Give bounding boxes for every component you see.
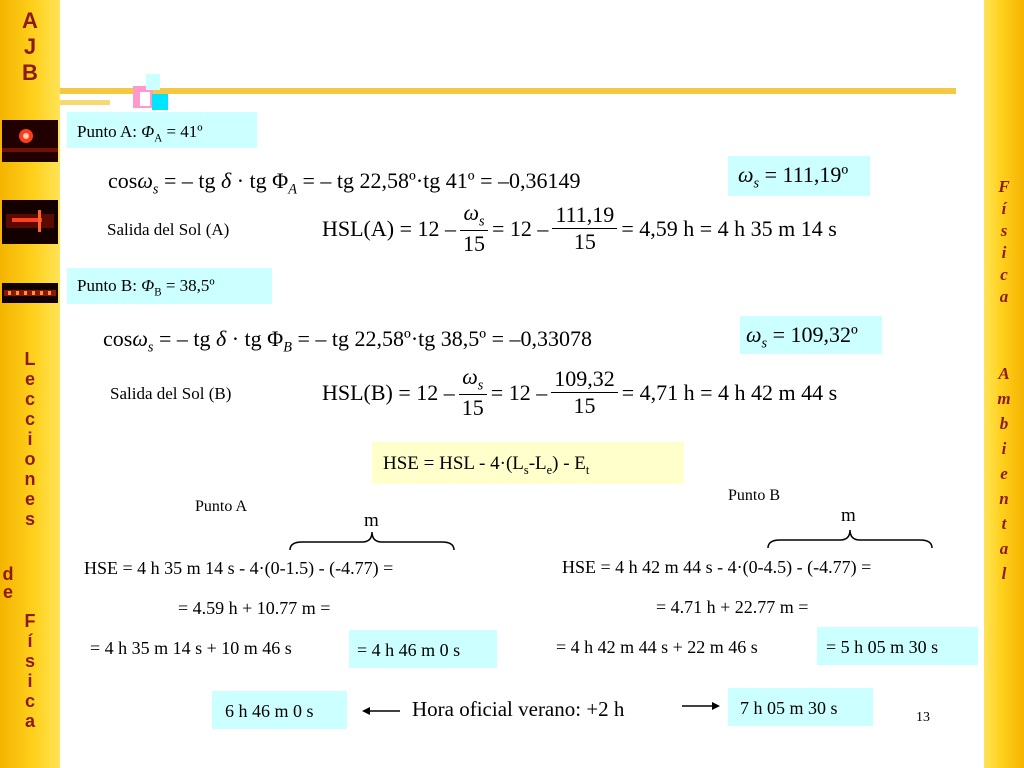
sidebar-letter: o [24, 449, 36, 469]
sidebar-lecciones [0, 350, 60, 530]
fraction: $\frac{109,32}{15}$ [551, 366, 618, 419]
hse-formula: HSE = HSL - $4\cdot(L_s-L_e) - E_t$ [383, 453, 590, 477]
initial-letter: B [22, 60, 38, 85]
sidebar-letter: a [999, 287, 1009, 306]
sidebar-letter: c [24, 409, 35, 429]
hse-a-line1: HSE = 4 h 35 m 14 s - 4·(0-1.5) - (-4.77) = [84, 558, 394, 578]
sidebar-photo-2 [2, 200, 58, 244]
hse-b-line3: = 4 h 42 m 44 s + 22 m 46 s [556, 637, 758, 657]
sidebar-letter: i [1001, 243, 1007, 262]
sidebar-letter: e [2, 582, 13, 602]
sidebar-letter: í [27, 631, 33, 651]
hsl-equation-a: HSL(A) = 12 – $\frac{\omega_s}{15}$ = 12 – $\frac{111,19}{15}$ = 4,59 h = 4 h 35 m 14 s [322, 200, 837, 257]
header-line-bottom [60, 100, 110, 105]
logo-block-cyan [152, 94, 168, 110]
header-line-top [60, 88, 956, 94]
initial-letter: A [22, 8, 38, 33]
logo-block-cyan-top [146, 74, 160, 90]
hse-a-result: = 4 h 46 m 0 s [357, 640, 461, 660]
sidebar-letter: c [24, 691, 35, 711]
brace-b [766, 528, 934, 550]
hse-a-line3: = 4 h 35 m 14 s + 10 m 46 s [90, 638, 292, 658]
sidebar-letter: t [1001, 514, 1007, 533]
hse-b-line1: HSE = 4 h 42 m 44 s - 4·(0-4.5) - (-4.77) = [562, 557, 872, 577]
fraction: $\frac{\omega_s}{15}$ [460, 200, 488, 257]
right-sidebar [984, 0, 1024, 768]
sidebar-letter: d [2, 564, 14, 584]
sidebar-letter: F [24, 611, 36, 631]
brace-a [288, 530, 456, 552]
arrow-left-icon [360, 703, 402, 719]
sidebar-letter: s [1000, 221, 1008, 240]
official-a-time: 6 h 46 m 0 s [225, 701, 314, 721]
sidebar-letter: F [998, 177, 1010, 196]
hse-b-result: = 5 h 05 m 30 s [826, 637, 939, 657]
point-b-title: Punto B [728, 487, 781, 504]
hse-a-line2: = 4.59 h + 10.77 m = [178, 598, 331, 618]
sunrise-a-label: Salida del Sol (A) [107, 220, 230, 239]
sidebar-letter: i [27, 671, 33, 691]
hse-b-line2: = 4.71 h + 22.77 m = [656, 597, 809, 617]
sidebar-letter: b [999, 414, 1009, 433]
sidebar-letter: e [24, 369, 35, 389]
sidebar-letter: L [24, 349, 36, 369]
arrow-right-icon [680, 698, 722, 714]
sunrise-b-label: Salida del Sol (B) [110, 384, 232, 403]
sidebar-letter: c [24, 389, 35, 409]
fraction: $\frac{\omega_s}{15}$ [459, 364, 487, 421]
point-a-title: Punto A [195, 498, 248, 515]
fraction: $\frac{111,19}{15}$ [552, 202, 617, 255]
sidebar-photo-3 [2, 283, 58, 303]
sidebar-photo-1 [2, 120, 58, 162]
sidebar-de [0, 565, 38, 601]
sidebar-letter: e [24, 489, 35, 509]
cos-equation-a: cosω$_s$ = – tg δ · tg $\Phi_A$ = – tg 22,58º·tg 41º = –0,36149 [108, 168, 581, 198]
sidebar-letter: n [999, 489, 1009, 508]
sidebar-letter: a [24, 711, 35, 731]
hsl-equation-b: HSL(B) = 12 – $\frac{\omega_s}{15}$ = 12 – $\frac{109,32}{15}$ = 4,71 h = 4 h 42 m 44 s [322, 364, 838, 421]
sidebar-fisica [0, 612, 60, 732]
point-b-label: Punto B: $\Phi_B$ = 38,5º [77, 276, 215, 299]
sidebar-letter: m [997, 389, 1011, 408]
sidebar-letter: l [1001, 564, 1007, 583]
sidebar-letter: i [27, 429, 33, 449]
sidebar-letter: A [998, 364, 1010, 383]
cos-equation-b: cosω$_s$ = – tg δ · tg $\Phi_B$ = – tg 22,58º·tg 38,5º = –0,33078 [103, 326, 592, 356]
m-label-a: m [364, 510, 379, 531]
page-number: 13 [916, 710, 930, 725]
point-a-label: Punto A: $\Phi_A$ = 41º [77, 122, 203, 145]
sidebar-fisica-right [984, 178, 1024, 310]
sidebar-letter: s [24, 651, 35, 671]
sidebar-letter: c [1000, 265, 1008, 284]
sidebar-letter: e [1000, 464, 1008, 483]
official-b-time: 7 h 05 m 30 s [740, 698, 838, 718]
sidebar-initials [0, 10, 60, 88]
omega-b-result: $\omega_s$ = 109,32º [746, 322, 858, 352]
official-time-label: Hora oficial verano: +2 h [412, 697, 625, 721]
sidebar-letter: n [24, 469, 36, 489]
logo-block-white [140, 92, 150, 106]
sidebar-letter: í [1001, 199, 1007, 218]
initial-letter: J [23, 34, 37, 59]
left-sidebar [0, 0, 60, 768]
omega-a-result: $\omega_s$ = 111,19º [738, 162, 849, 192]
sidebar-letter: s [24, 509, 35, 529]
sidebar-ambiental [984, 365, 1024, 590]
m-label-b: m [841, 505, 856, 526]
sidebar-letter: i [1001, 439, 1007, 458]
sidebar-letter: a [999, 539, 1009, 558]
